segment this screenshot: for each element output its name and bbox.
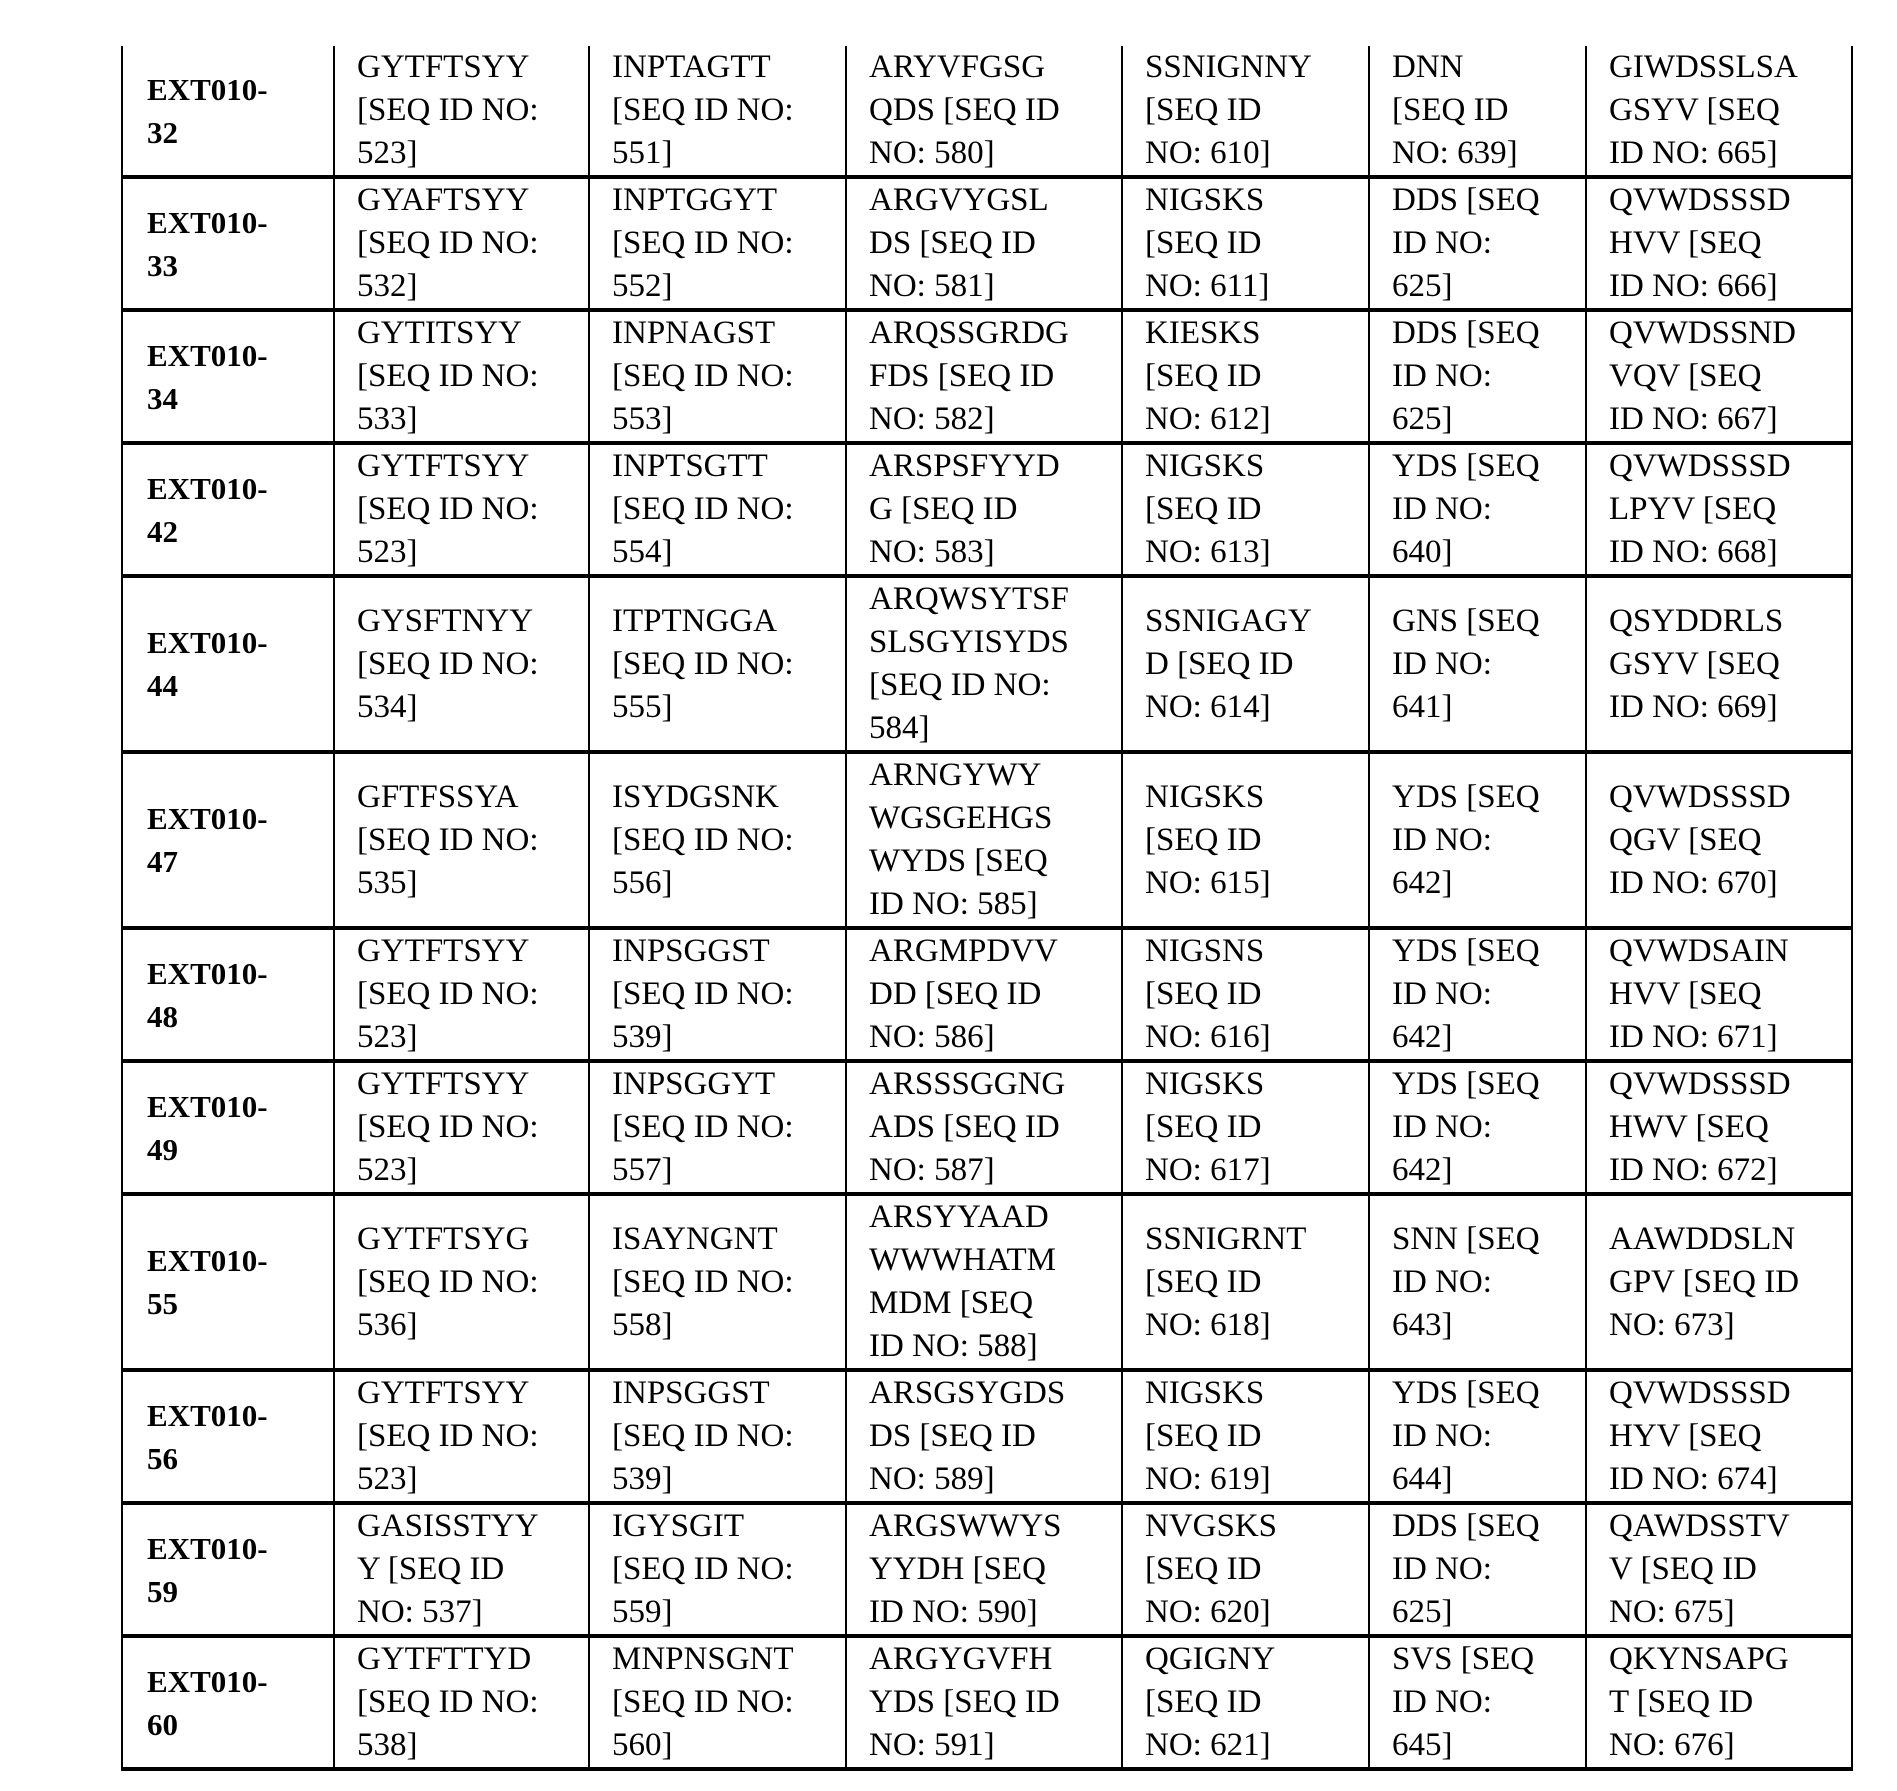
antibody-id: EXT010- 44 <box>147 625 268 703</box>
antibody-id: EXT010- 49 <box>147 1088 268 1167</box>
table-row <box>122 310 1852 443</box>
cdr-h1-sequence: GFTFSSYA [SEQ ID NO: 535] <box>357 778 539 901</box>
cdr-h1-sequence: GYTITSYY [SEQ ID NO: 533] <box>357 315 539 437</box>
table-row <box>122 1370 1852 1503</box>
cdr-h1-cell <box>334 1503 589 1636</box>
cdr-l2-cell <box>1369 1061 1586 1194</box>
cdr-l3-sequence: QVWDSSSD QGV [SEQ ID NO: 670] <box>1609 778 1791 901</box>
cdr-h1-sequence: GYTFTSYY [SEQ ID NO: 523] <box>357 1375 539 1497</box>
cdr-h3-cell <box>846 310 1122 443</box>
cdr-l1-sequence: NIGSKS [SEQ ID NO: 615] <box>1145 778 1271 901</box>
cdr-l3-cell <box>1586 1194 1852 1370</box>
cdr-h1-cell <box>334 1061 589 1194</box>
cdr-l3-sequence: QVWDSSSD HYV [SEQ ID NO: 674] <box>1609 1375 1791 1497</box>
cdr-l1-sequence: NIGSNS [SEQ ID NO: 616] <box>1145 933 1271 1055</box>
cdr-h2-cell <box>589 177 846 310</box>
cdr-h2-cell <box>589 1503 846 1636</box>
cdr-l2-sequence: DDS [SEQ ID NO: 625] <box>1392 315 1540 437</box>
sequence-table-body <box>122 46 1852 1769</box>
antibody-id-cell <box>122 1503 334 1636</box>
table-row <box>122 928 1852 1061</box>
cdr-l1-sequence: QGIGNY [SEQ ID NO: 621] <box>1145 1641 1276 1763</box>
cdr-l3-sequence: QVWDSSSD HVV [SEQ ID NO: 666] <box>1609 182 1791 304</box>
table-row <box>122 443 1852 576</box>
cdr-h3-cell <box>846 443 1122 576</box>
cdr-l2-sequence: YDS [SEQ ID NO: 642] <box>1392 933 1540 1055</box>
cdr-h2-cell <box>589 46 846 177</box>
cdr-h2-cell <box>589 1061 846 1194</box>
cdr-h3-sequence: ARSPSFYYD G [SEQ ID NO: 583] <box>869 448 1060 570</box>
cdr-l1-sequence: SSNIGAGY D [SEQ ID NO: 614] <box>1145 602 1312 725</box>
cdr-l3-sequence: QVWDSAIN HVV [SEQ ID NO: 671] <box>1609 933 1789 1055</box>
cdr-l2-sequence: DNN [SEQ ID NO: 639] <box>1392 49 1518 171</box>
cdr-l2-cell <box>1369 177 1586 310</box>
cdr-l3-cell <box>1586 443 1852 576</box>
antibody-id-cell <box>122 576 334 752</box>
antibody-id-cell <box>122 752 334 928</box>
cdr-h3-sequence: ARGVYGSL DS [SEQ ID NO: 581] <box>869 182 1049 304</box>
cdr-h1-sequence: GYTFTSYY [SEQ ID NO: 523] <box>357 933 539 1055</box>
cdr-h3-cell <box>846 1370 1122 1503</box>
cdr-h2-cell <box>589 576 846 752</box>
cdr-l2-cell <box>1369 46 1586 177</box>
cdr-h1-cell <box>334 310 589 443</box>
antibody-id: EXT010- 47 <box>147 801 268 879</box>
table-row <box>122 1194 1852 1370</box>
cdr-h2-sequence: INPSGGST [SEQ ID NO: 539] <box>612 933 794 1055</box>
antibody-id: EXT010- 48 <box>147 955 268 1034</box>
cdr-h1-sequence: GYTFTSYY [SEQ ID NO: 523] <box>357 448 539 570</box>
cdr-h2-sequence: ITPTNGGA [SEQ ID NO: 555] <box>612 602 794 725</box>
cdr-l3-sequence: QKYNSAPG T [SEQ ID NO: 676] <box>1609 1641 1789 1763</box>
cdr-l3-cell <box>1586 310 1852 443</box>
cdr-h2-cell <box>589 752 846 928</box>
cdr-l2-sequence: YDS [SEQ ID NO: 642] <box>1392 778 1540 901</box>
cdr-h2-cell <box>589 1370 846 1503</box>
cdr-h1-cell <box>334 46 589 177</box>
cdr-l2-cell <box>1369 1636 1586 1769</box>
cdr-l2-sequence: YDS [SEQ ID NO: 644] <box>1392 1375 1540 1497</box>
cdr-l2-sequence: GNS [SEQ ID NO: 641] <box>1392 602 1540 725</box>
cdr-h3-cell <box>846 1503 1122 1636</box>
cdr-l3-cell <box>1586 928 1852 1061</box>
cdr-h3-sequence: ARSSSGGNG ADS [SEQ ID NO: 587] <box>869 1066 1066 1188</box>
cdr-h3-sequence: ARSGSYGDS DS [SEQ ID NO: 589] <box>869 1375 1066 1497</box>
cdr-h3-cell <box>846 1636 1122 1769</box>
cdr-l1-cell <box>1122 1370 1369 1503</box>
cdr-l1-sequence: NVGSKS [SEQ ID NO: 620] <box>1145 1508 1278 1630</box>
cdr-h1-cell <box>334 752 589 928</box>
cdr-h3-cell <box>846 928 1122 1061</box>
cdr-h1-cell <box>334 1370 589 1503</box>
sequence-table <box>121 46 1853 1771</box>
table-row <box>122 1061 1852 1194</box>
cdr-l2-cell <box>1369 310 1586 443</box>
cdr-l2-sequence: SVS [SEQ ID NO: 645] <box>1392 1641 1535 1763</box>
antibody-id-cell <box>122 46 334 177</box>
cdr-l1-cell <box>1122 177 1369 310</box>
cdr-h1-cell <box>334 1636 589 1769</box>
cdr-h1-sequence: GYTFTSYG [SEQ ID NO: 536] <box>357 1220 539 1343</box>
antibody-id: EXT010- 60 <box>147 1663 268 1742</box>
cdr-l1-sequence: NIGSKS [SEQ ID NO: 611] <box>1145 182 1270 304</box>
cdr-h1-sequence: GYSFTNYY [SEQ ID NO: 534] <box>357 602 539 725</box>
cdr-l2-cell <box>1369 1194 1586 1370</box>
cdr-l1-sequence: SSNIGNNY [SEQ ID NO: 610] <box>1145 49 1312 171</box>
antibody-id: EXT010- 33 <box>147 204 268 283</box>
cdr-h2-sequence: INPSGGST [SEQ ID NO: 539] <box>612 1375 794 1497</box>
antibody-id-cell <box>122 443 334 576</box>
table-row <box>122 1636 1852 1769</box>
antibody-id: EXT010- 32 <box>147 71 268 150</box>
cdr-h2-sequence: INPTGGYT [SEQ ID NO: 552] <box>612 182 794 304</box>
cdr-h1-sequence: GYAFTSYY [SEQ ID NO: 532] <box>357 182 539 304</box>
cdr-h1-cell <box>334 443 589 576</box>
cdr-l2-cell <box>1369 576 1586 752</box>
cdr-h2-sequence: INPTAGTT [SEQ ID NO: 551] <box>612 49 794 171</box>
cdr-l1-cell <box>1122 1061 1369 1194</box>
cdr-l1-sequence: KIESKS [SEQ ID NO: 612] <box>1145 315 1271 437</box>
cdr-h3-sequence: ARNGYWY WGSGEHGS WYDS [SEQ ID NO: 585] <box>869 757 1053 922</box>
cdr-h3-sequence: ARQSSGRDG FDS [SEQ ID NO: 582] <box>869 315 1069 437</box>
cdr-l1-sequence: NIGSKS [SEQ ID NO: 619] <box>1145 1375 1271 1497</box>
cdr-l2-sequence: DDS [SEQ ID NO: 625] <box>1392 1508 1540 1630</box>
cdr-h3-sequence: ARGYGVFH YDS [SEQ ID NO: 591] <box>869 1641 1060 1763</box>
cdr-h2-sequence: ISYDGSNK [SEQ ID NO: 556] <box>612 778 794 901</box>
antibody-id: EXT010- 34 <box>147 337 268 416</box>
table-row <box>122 177 1852 310</box>
cdr-h3-cell <box>846 1194 1122 1370</box>
cdr-h2-sequence: INPSGGYT [SEQ ID NO: 557] <box>612 1066 794 1188</box>
cdr-l2-cell <box>1369 1370 1586 1503</box>
cdr-l3-cell <box>1586 46 1852 177</box>
cdr-l3-cell <box>1586 1370 1852 1503</box>
cdr-l3-sequence: QVWDSSSD HWV [SEQ ID NO: 672] <box>1609 1066 1791 1188</box>
cdr-l2-sequence: DDS [SEQ ID NO: 625] <box>1392 182 1540 304</box>
cdr-h2-cell <box>589 443 846 576</box>
cdr-h1-cell <box>334 1194 589 1370</box>
antibody-id-cell <box>122 1194 334 1370</box>
antibody-id: EXT010- 55 <box>147 1243 268 1321</box>
cdr-h2-cell <box>589 928 846 1061</box>
cdr-l3-sequence: GIWDSSLSA GSYV [SEQ ID NO: 665] <box>1609 49 1798 171</box>
cdr-h3-sequence: ARQWSYTSF SLSGYISYDS [SEQ ID NO: 584] <box>869 581 1069 746</box>
cdr-l2-cell <box>1369 928 1586 1061</box>
cdr-l3-cell <box>1586 752 1852 928</box>
cdr-l1-cell <box>1122 310 1369 443</box>
cdr-h1-cell <box>334 177 589 310</box>
cdr-l3-cell <box>1586 1503 1852 1636</box>
cdr-l1-sequence: NIGSKS [SEQ ID NO: 613] <box>1145 448 1271 570</box>
cdr-l1-cell <box>1122 1503 1369 1636</box>
cdr-l3-cell <box>1586 576 1852 752</box>
cdr-l3-sequence: QVWDSSSD LPYV [SEQ ID NO: 668] <box>1609 448 1791 570</box>
cdr-h3-cell <box>846 752 1122 928</box>
cdr-l2-sequence: YDS [SEQ ID NO: 640] <box>1392 448 1540 570</box>
cdr-h3-cell <box>846 576 1122 752</box>
cdr-l1-sequence: NIGSKS [SEQ ID NO: 617] <box>1145 1066 1271 1188</box>
cdr-l1-cell <box>1122 443 1369 576</box>
cdr-h2-sequence: INPTSGTT [SEQ ID NO: 554] <box>612 448 794 570</box>
cdr-h3-cell <box>846 177 1122 310</box>
cdr-l2-cell <box>1369 443 1586 576</box>
cdr-l2-sequence: SNN [SEQ ID NO: 643] <box>1392 1220 1540 1343</box>
cdr-h3-sequence: ARYVFGSG QDS [SEQ ID NO: 580] <box>869 49 1060 171</box>
table-row <box>122 1503 1852 1636</box>
cdr-h2-cell <box>589 1194 846 1370</box>
cdr-h2-cell <box>589 310 846 443</box>
cdr-h2-sequence: ISAYNGNT [SEQ ID NO: 558] <box>612 1220 794 1343</box>
cdr-h3-sequence: ARGSWWYS YYDH [SEQ ID NO: 590] <box>869 1508 1062 1630</box>
antibody-id-cell <box>122 928 334 1061</box>
cdr-h2-sequence: INPNAGST [SEQ ID NO: 553] <box>612 315 794 437</box>
cdr-l3-sequence: QVWDSSND VQV [SEQ ID NO: 667] <box>1609 315 1797 437</box>
cdr-l3-sequence: QAWDSSTV V [SEQ ID NO: 675] <box>1609 1508 1790 1630</box>
antibody-id-cell <box>122 1636 334 1769</box>
cdr-h1-sequence: GYTFTSYY [SEQ ID NO: 523] <box>357 49 539 171</box>
antibody-id: EXT010- 56 <box>147 1397 268 1476</box>
cdr-h3-sequence: ARSYYAAD WWWHATM MDM [SEQ ID NO: 588] <box>869 1199 1056 1364</box>
cdr-l3-sequence: QSYDDRLS GSYV [SEQ ID NO: 669] <box>1609 602 1784 725</box>
cdr-l1-cell <box>1122 1636 1369 1769</box>
cdr-h1-sequence: GYTFTSYY [SEQ ID NO: 523] <box>357 1066 539 1188</box>
cdr-l3-cell <box>1586 1636 1852 1769</box>
cdr-h3-sequence: ARGMPDVV DD [SEQ ID NO: 586] <box>869 933 1058 1055</box>
antibody-id: EXT010- 42 <box>147 470 268 549</box>
table-row <box>122 576 1852 752</box>
cdr-h1-sequence: GASISSTYY Y [SEQ ID NO: 537] <box>357 1508 539 1630</box>
cdr-l3-sequence: AAWDDSLN GPV [SEQ ID NO: 673] <box>1609 1220 1800 1343</box>
cdr-h2-sequence: MNPNSGNT [SEQ ID NO: 560] <box>612 1641 794 1763</box>
cdr-l1-cell <box>1122 576 1369 752</box>
cdr-h2-cell <box>589 1636 846 1769</box>
antibody-id-cell <box>122 310 334 443</box>
cdr-h1-sequence: GYTFTTYD [SEQ ID NO: 538] <box>357 1641 539 1763</box>
cdr-l3-cell <box>1586 177 1852 310</box>
cdr-h2-sequence: IGYSGIT [SEQ ID NO: 559] <box>612 1508 794 1630</box>
antibody-id-cell <box>122 177 334 310</box>
cdr-l1-sequence: SSNIGRNT [SEQ ID NO: 618] <box>1145 1220 1307 1343</box>
antibody-id-cell <box>122 1370 334 1503</box>
cdr-h1-cell <box>334 576 589 752</box>
cdr-l1-cell <box>1122 1194 1369 1370</box>
cdr-l2-cell <box>1369 1503 1586 1636</box>
cdr-l2-cell <box>1369 752 1586 928</box>
cdr-l1-cell <box>1122 752 1369 928</box>
cdr-l1-cell <box>1122 46 1369 177</box>
cdr-h3-cell <box>846 1061 1122 1194</box>
cdr-l1-cell <box>1122 928 1369 1061</box>
cdr-l2-sequence: YDS [SEQ ID NO: 642] <box>1392 1066 1540 1188</box>
antibody-id: EXT010- 59 <box>147 1530 268 1609</box>
cdr-l3-cell <box>1586 1061 1852 1194</box>
table-row <box>122 46 1852 177</box>
antibody-id-cell <box>122 1061 334 1194</box>
table-row <box>122 752 1852 928</box>
cdr-h3-cell <box>846 46 1122 177</box>
cdr-h1-cell <box>334 928 589 1061</box>
